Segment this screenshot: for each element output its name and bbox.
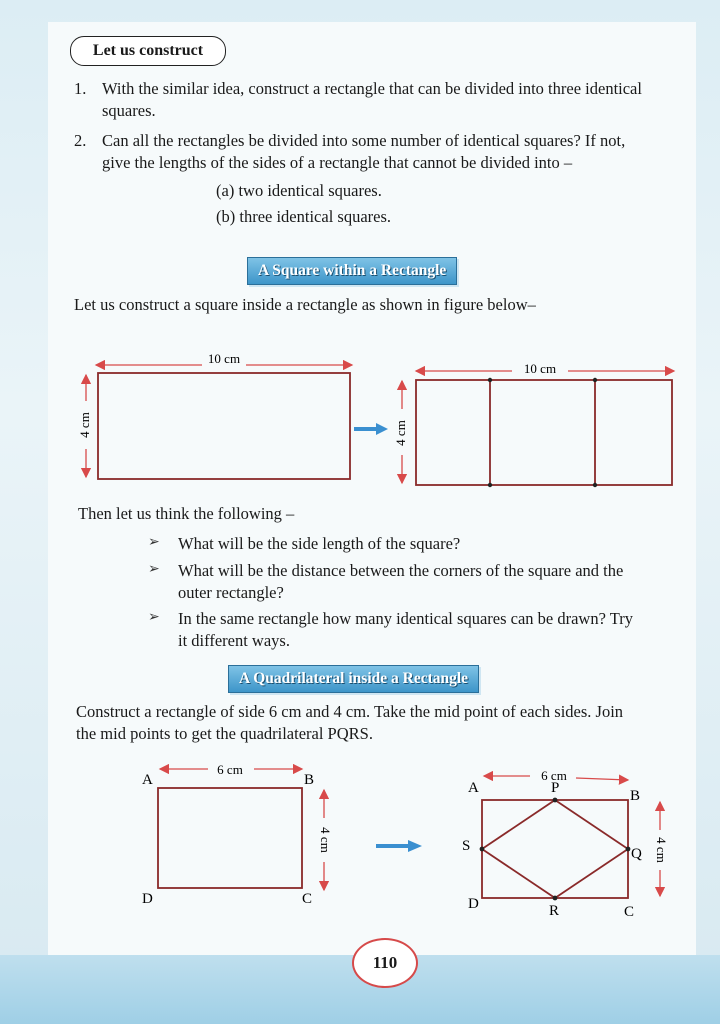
- bullet-arrow-icon: ➢: [148, 562, 160, 577]
- item-2-line1: Can all the rectangles be divided into some number of identical squares? If not,: [102, 131, 626, 150]
- item-2-line2: give the lengths of the sides of a rectangle that cannot be divided into –: [102, 153, 573, 172]
- section2-line1: Construct a rectangle of side 6 cm and 4 cm. Take the mid point of each sides. Join: [76, 702, 624, 721]
- section-banner-quadrilateral-inside-rectangle: A Quadrilateral inside a Rectangle: [228, 665, 479, 693]
- vertex-c-right: C: [624, 904, 635, 920]
- vertex-a-left: A: [142, 772, 153, 788]
- midpoint-q: Q: [631, 846, 642, 862]
- page-number-badge: 110: [352, 938, 418, 988]
- question-3-line1: In the same rectangle how many identical squares can be drawn? Try: [178, 609, 633, 628]
- item-1-line1: With the similar idea, construct a rectangle that can be divided into three identical: [102, 79, 642, 98]
- item-1-number: 1.: [74, 79, 87, 98]
- height-label-right-fig2: 4 cm: [654, 837, 670, 863]
- section-banner-square-within-rectangle: A Square within a Rectangle: [247, 257, 457, 285]
- question-1: What will be the side length of the square?: [178, 534, 461, 553]
- vertex-b-right: B: [630, 788, 641, 804]
- bullet-arrow-icon: ➢: [148, 610, 160, 625]
- height-label-left: 4 cm: [76, 412, 92, 438]
- question-2-line1: What will be the distance between the corners of the square and the: [178, 561, 624, 580]
- sub-item-b: (b) three identical squares.: [216, 207, 392, 226]
- blue-arrow-2-head: [408, 840, 422, 852]
- height-label-left-fig2: 4 cm: [318, 827, 334, 853]
- vertex-b-left: B: [304, 772, 315, 788]
- think-intro: Then let us think the following –: [78, 504, 295, 523]
- midpoint-s: S: [462, 838, 471, 854]
- width-label-right: 10 cm: [523, 361, 557, 376]
- outer-rectangle-right: [416, 380, 672, 485]
- question-2-line2: outer rectangle?: [178, 583, 284, 602]
- bullet-arrow-icon: ➢: [148, 535, 160, 550]
- rectangle-abcd-left: [158, 788, 302, 888]
- midpoint-p: P: [551, 780, 560, 796]
- item-2-number: 2.: [74, 131, 87, 150]
- section1-intro: Let us construct a square inside a rectangle as shown in figure below–: [74, 295, 536, 314]
- width-label-left: 10 cm: [207, 351, 241, 366]
- square-in-rectangle-figure: [60, 345, 700, 495]
- let-us-construct-heading: Let us construct: [70, 36, 226, 66]
- item-1-line2: squares.: [102, 101, 156, 120]
- rectangle-abcd-right: [482, 800, 628, 898]
- outer-rectangle-left: [98, 373, 350, 479]
- width-label-left-fig2: 6 cm: [217, 762, 243, 777]
- section2-line2: the mid points to get the quadrilateral PQRS.: [76, 724, 373, 743]
- vertex-d-right: D: [468, 896, 479, 912]
- vertex-c-left: C: [302, 891, 313, 907]
- vertex-a-right: A: [468, 780, 479, 796]
- midpoint-r: R: [549, 903, 560, 919]
- vertex-d-left: D: [142, 891, 153, 907]
- width-label-right-fig2: 6 cm: [541, 768, 567, 783]
- blue-arrow-1-head: [376, 423, 388, 435]
- sub-item-a: (a) two identical squares.: [216, 181, 382, 200]
- question-3-line2: it different ways.: [178, 631, 290, 650]
- quadrilateral-pqrs: [482, 800, 628, 898]
- quadrilateral-figure: [120, 758, 680, 928]
- height-label-right: 4 cm: [392, 420, 408, 446]
